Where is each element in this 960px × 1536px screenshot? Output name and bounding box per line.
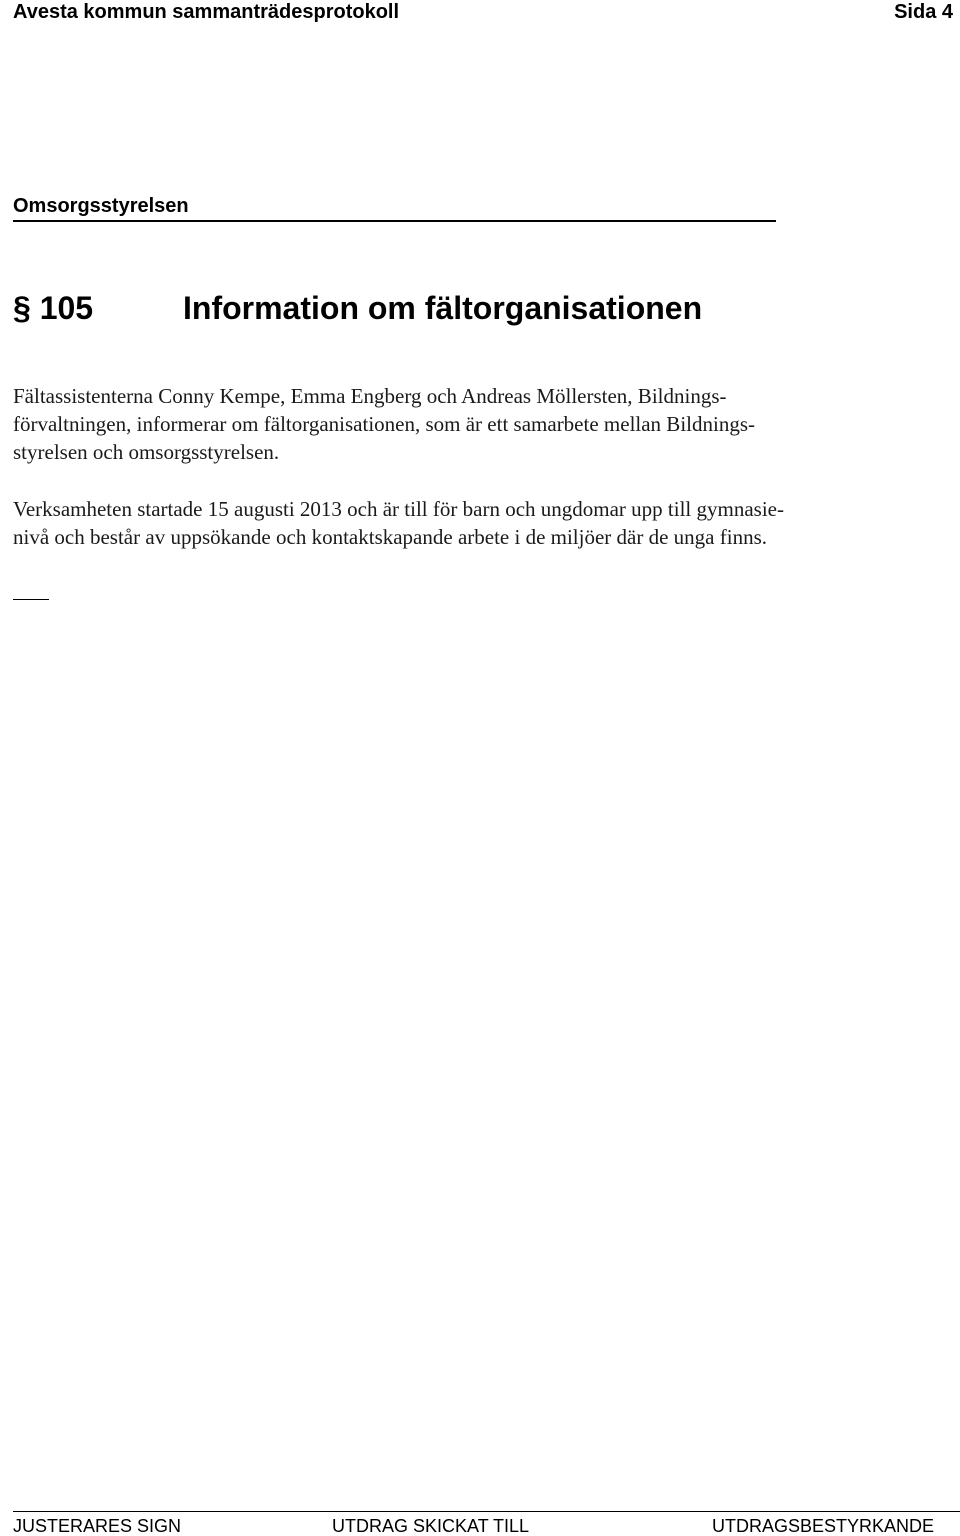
section-number: 105: [39, 290, 94, 326]
paragraph-line: Verksamheten startade 15 augusti 2013 och är till för barn och ungdomar upp till gymnasie-: [13, 497, 784, 521]
committee-underline: [13, 220, 776, 222]
page-number: Sida 4: [894, 1, 953, 23]
section-heading: [13, 287, 702, 329]
footer-sign-label: JUSTERARES SIGN: [13, 1516, 182, 1536]
section-symbol: §: [13, 290, 31, 326]
footer-rule: [13, 1511, 960, 1512]
paragraph-line: förvaltningen, informerar om fältorganisationen, som är ett samarbete mellan Bildnings-: [13, 412, 755, 436]
paragraph-line: nivå och består av uppsökande och kontaktskapande arbete i de miljöer där de unga finns.: [13, 525, 768, 549]
committee-name: Omsorgsstyrelsen: [13, 195, 189, 217]
section-end-rule: [13, 599, 49, 600]
footer-sent-to-label: UTDRAG SKICKAT TILL: [332, 1516, 530, 1536]
paragraph-1: [13, 382, 918, 466]
document-header-title: Avesta kommun sammanträdesprotokoll: [13, 1, 400, 23]
paragraph-line: Fältassistenterna Conny Kempe, Emma Engberg och Andreas Möllersten, Bildnings-: [13, 384, 727, 408]
paragraph-2: [13, 495, 918, 551]
footer-certified-label: UTDRAGSBESTYRKANDE: [711, 1516, 934, 1536]
section-number-wrap: [13, 287, 183, 329]
section-title: Information om fältorganisationen: [183, 290, 703, 326]
paragraph-line: styrelsen och omsorgsstyrelsen.: [13, 440, 280, 464]
